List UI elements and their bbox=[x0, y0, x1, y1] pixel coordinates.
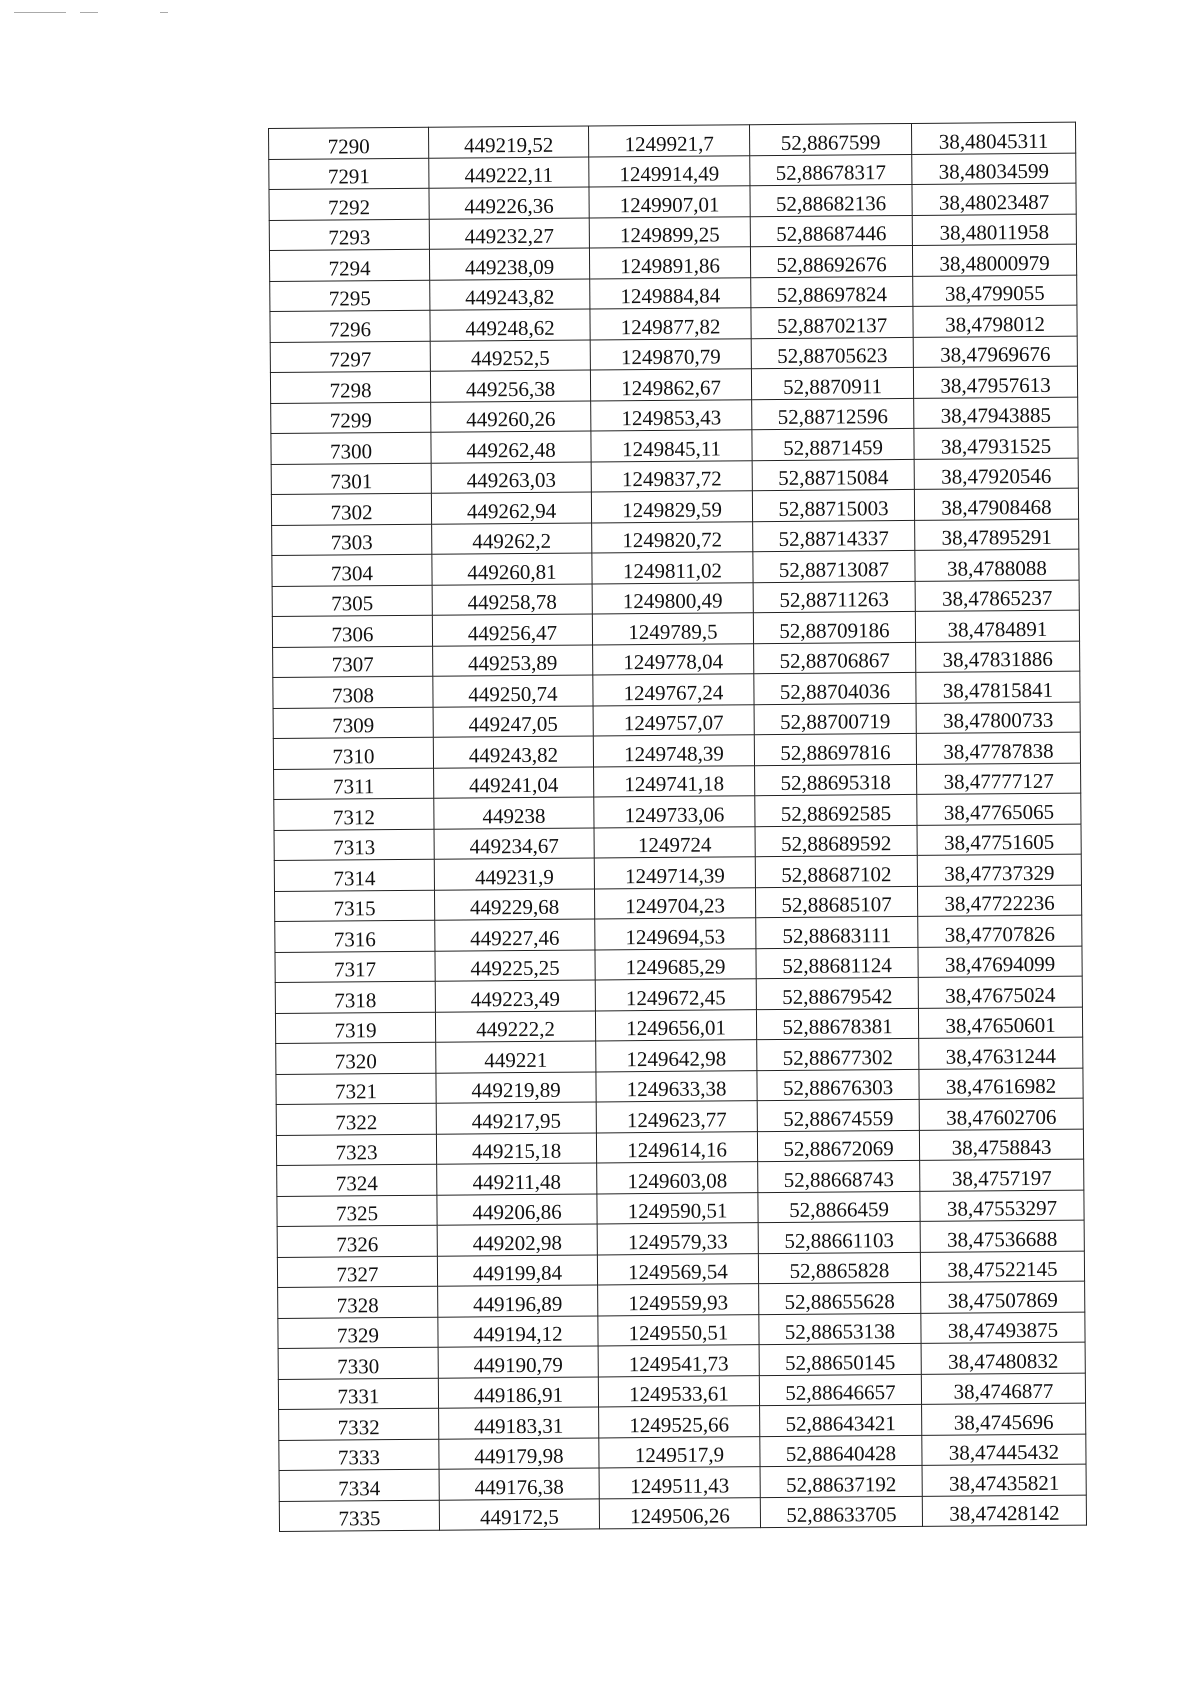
point-number-cell: 7333 bbox=[279, 1439, 439, 1471]
y-coordinate-cell: 1249741,18 bbox=[594, 765, 755, 797]
longitude-cell: 38,47480832 bbox=[921, 1342, 1085, 1374]
point-number-cell: 7290 bbox=[269, 127, 429, 159]
x-coordinate-cell: 449172,5 bbox=[439, 1498, 599, 1530]
point-number-cell: 7291 bbox=[269, 158, 429, 190]
latitude-cell: 52,8871459 bbox=[752, 428, 914, 460]
point-number-cell: 7320 bbox=[276, 1042, 436, 1074]
x-coordinate-cell: 449190,79 bbox=[438, 1346, 598, 1378]
x-coordinate-cell: 449260,26 bbox=[431, 400, 591, 432]
longitude-cell: 38,47943885 bbox=[914, 397, 1078, 429]
y-coordinate-cell: 1249757,07 bbox=[593, 704, 754, 736]
y-coordinate-cell: 1249811,02 bbox=[592, 552, 753, 584]
x-coordinate-cell: 449256,47 bbox=[432, 614, 592, 646]
latitude-cell: 52,88637192 bbox=[760, 1465, 922, 1497]
x-coordinate-cell: 449211,48 bbox=[437, 1163, 597, 1195]
x-coordinate-cell: 449247,05 bbox=[433, 705, 593, 737]
point-number-cell: 7325 bbox=[277, 1195, 437, 1227]
latitude-cell: 52,88697824 bbox=[751, 276, 913, 308]
latitude-cell: 52,88711263 bbox=[753, 581, 915, 613]
y-coordinate-cell: 1249525,66 bbox=[599, 1406, 760, 1438]
y-coordinate-cell: 1249733,06 bbox=[594, 796, 755, 828]
y-coordinate-cell: 1249914,49 bbox=[589, 155, 750, 187]
latitude-cell: 52,88715003 bbox=[752, 489, 914, 521]
y-coordinate-cell: 1249921,7 bbox=[588, 125, 749, 157]
point-number-cell: 7309 bbox=[273, 707, 433, 739]
y-coordinate-cell: 1249845,11 bbox=[591, 430, 752, 462]
longitude-cell: 38,47737329 bbox=[917, 854, 1081, 886]
longitude-cell: 38,47722236 bbox=[917, 885, 1081, 917]
longitude-cell: 38,47751605 bbox=[917, 824, 1081, 856]
table-row bbox=[279, 1495, 1086, 1532]
point-number-cell: 7322 bbox=[276, 1103, 436, 1135]
latitude-cell: 52,88704036 bbox=[754, 672, 916, 704]
x-coordinate-cell: 449226,36 bbox=[429, 187, 589, 219]
longitude-cell: 38,47815841 bbox=[916, 671, 1080, 703]
point-number-cell: 7317 bbox=[275, 951, 435, 983]
longitude-cell: 38,47650601 bbox=[918, 1007, 1082, 1039]
point-number-cell: 7297 bbox=[270, 341, 430, 373]
longitude-cell: 38,47445432 bbox=[922, 1434, 1086, 1466]
longitude-cell: 38,4746877 bbox=[921, 1373, 1085, 1405]
longitude-cell: 38,4745696 bbox=[922, 1403, 1086, 1435]
x-coordinate-cell: 449202,98 bbox=[437, 1224, 597, 1256]
latitude-cell: 52,88640428 bbox=[760, 1435, 922, 1467]
x-coordinate-cell: 449253,89 bbox=[433, 644, 593, 676]
longitude-cell: 38,47707826 bbox=[918, 915, 1082, 947]
longitude-cell: 38,4758843 bbox=[919, 1129, 1083, 1161]
x-coordinate-cell: 449262,2 bbox=[432, 522, 592, 554]
point-number-cell: 7298 bbox=[270, 371, 430, 403]
x-coordinate-cell: 449232,27 bbox=[429, 217, 589, 249]
y-coordinate-cell: 1249541,73 bbox=[598, 1345, 759, 1377]
longitude-cell: 38,47536688 bbox=[920, 1220, 1084, 1252]
y-coordinate-cell: 1249778,04 bbox=[593, 643, 754, 675]
point-number-cell: 7308 bbox=[273, 676, 433, 708]
y-coordinate-cell: 1249853,43 bbox=[591, 399, 752, 431]
x-coordinate-cell: 449263,03 bbox=[431, 461, 591, 493]
y-coordinate-cell: 1249862,67 bbox=[590, 369, 751, 401]
x-coordinate-cell: 449252,5 bbox=[430, 339, 590, 371]
x-coordinate-cell: 449234,67 bbox=[434, 827, 594, 859]
latitude-cell: 52,88661103 bbox=[758, 1221, 920, 1253]
point-number-cell: 7312 bbox=[274, 798, 434, 830]
y-coordinate-cell: 1249633,38 bbox=[596, 1070, 757, 1102]
point-number-cell: 7295 bbox=[270, 280, 430, 312]
point-number-cell: 7321 bbox=[276, 1073, 436, 1105]
x-coordinate-cell: 449225,25 bbox=[435, 949, 595, 981]
x-coordinate-cell: 449260,81 bbox=[432, 553, 592, 585]
y-coordinate-cell: 1249877,82 bbox=[590, 308, 751, 340]
longitude-cell: 38,47694099 bbox=[918, 946, 1082, 978]
y-coordinate-cell: 1249579,33 bbox=[597, 1223, 758, 1255]
latitude-cell: 52,88687102 bbox=[755, 855, 917, 887]
longitude-cell: 38,48011958 bbox=[912, 214, 1076, 246]
longitude-cell: 38,47675024 bbox=[918, 976, 1082, 1008]
longitude-cell: 38,47931525 bbox=[914, 427, 1078, 459]
latitude-cell: 52,88679542 bbox=[756, 977, 918, 1009]
x-coordinate-cell: 449176,38 bbox=[439, 1468, 599, 1500]
latitude-cell: 52,8870911 bbox=[751, 367, 913, 399]
latitude-cell: 52,88715084 bbox=[752, 459, 914, 491]
y-coordinate-cell: 1249569,54 bbox=[597, 1253, 758, 1285]
longitude-cell: 38,47865237 bbox=[915, 580, 1079, 612]
x-coordinate-cell: 449256,38 bbox=[430, 370, 590, 402]
x-coordinate-cell: 449183,31 bbox=[439, 1407, 599, 1439]
longitude-cell: 38,47507869 bbox=[921, 1281, 1085, 1313]
x-coordinate-cell: 449219,89 bbox=[436, 1071, 596, 1103]
y-coordinate-cell: 1249642,98 bbox=[596, 1040, 757, 1072]
point-number-cell: 7306 bbox=[272, 615, 432, 647]
longitude-cell: 38,47957613 bbox=[913, 366, 1077, 398]
x-coordinate-cell: 449248,62 bbox=[430, 309, 590, 341]
latitude-cell: 52,88714337 bbox=[753, 520, 915, 552]
x-coordinate-cell: 449221 bbox=[436, 1041, 596, 1073]
longitude-cell: 38,4798012 bbox=[913, 305, 1077, 337]
y-coordinate-cell: 1249870,79 bbox=[590, 338, 751, 370]
latitude-cell: 52,88695318 bbox=[755, 764, 917, 796]
longitude-cell: 38,48023487 bbox=[912, 183, 1076, 215]
latitude-cell: 52,88702137 bbox=[751, 306, 913, 338]
longitude-cell: 38,47553297 bbox=[920, 1190, 1084, 1222]
longitude-cell: 38,47602706 bbox=[919, 1098, 1083, 1130]
y-coordinate-cell: 1249704,23 bbox=[594, 887, 755, 919]
y-coordinate-cell: 1249767,24 bbox=[593, 674, 754, 706]
scan-speck bbox=[80, 12, 98, 13]
longitude-cell: 38,47920546 bbox=[914, 458, 1078, 490]
latitude-cell: 52,88697816 bbox=[754, 733, 916, 765]
point-number-cell: 7334 bbox=[279, 1469, 439, 1501]
longitude-cell: 38,47800733 bbox=[916, 702, 1080, 734]
y-coordinate-cell: 1249672,45 bbox=[595, 979, 756, 1011]
x-coordinate-cell: 449222,2 bbox=[435, 1010, 595, 1042]
latitude-cell: 52,88705623 bbox=[751, 337, 913, 369]
point-number-cell: 7319 bbox=[275, 1012, 435, 1044]
x-coordinate-cell: 449238 bbox=[434, 797, 594, 829]
latitude-cell: 52,88678317 bbox=[750, 154, 912, 186]
y-coordinate-cell: 1249603,08 bbox=[597, 1162, 758, 1194]
point-number-cell: 7327 bbox=[277, 1256, 437, 1288]
y-coordinate-cell: 1249884,84 bbox=[590, 277, 751, 309]
x-coordinate-cell: 449223,49 bbox=[435, 980, 595, 1012]
latitude-cell: 52,88706867 bbox=[754, 642, 916, 674]
longitude-cell: 38,47428142 bbox=[922, 1495, 1086, 1527]
longitude-cell: 38,47765065 bbox=[917, 793, 1081, 825]
x-coordinate-cell: 449196,89 bbox=[438, 1285, 598, 1317]
point-number-cell: 7293 bbox=[269, 219, 429, 251]
y-coordinate-cell: 1249724 bbox=[594, 826, 755, 858]
point-number-cell: 7301 bbox=[271, 463, 431, 495]
latitude-cell: 52,88653138 bbox=[759, 1313, 921, 1345]
y-coordinate-cell: 1249550,51 bbox=[598, 1314, 759, 1346]
point-number-cell: 7323 bbox=[276, 1134, 436, 1166]
point-number-cell: 7315 bbox=[274, 890, 434, 922]
y-coordinate-cell: 1249829,59 bbox=[591, 491, 752, 523]
longitude-cell: 38,4788088 bbox=[915, 549, 1079, 581]
point-number-cell: 7294 bbox=[269, 249, 429, 281]
x-coordinate-cell: 449241,04 bbox=[434, 766, 594, 798]
x-coordinate-cell: 449258,78 bbox=[432, 583, 592, 615]
latitude-cell: 52,88685107 bbox=[755, 886, 917, 918]
x-coordinate-cell: 449215,18 bbox=[436, 1132, 596, 1164]
latitude-cell: 52,88676303 bbox=[757, 1069, 919, 1101]
point-number-cell: 7328 bbox=[278, 1286, 438, 1318]
latitude-cell: 52,88646657 bbox=[759, 1374, 921, 1406]
latitude-cell: 52,8865828 bbox=[758, 1252, 920, 1284]
latitude-cell: 52,88689592 bbox=[755, 825, 917, 857]
point-number-cell: 7335 bbox=[279, 1500, 439, 1532]
longitude-cell: 38,4799055 bbox=[913, 275, 1077, 307]
x-coordinate-cell: 449243,82 bbox=[433, 736, 593, 768]
point-number-cell: 7310 bbox=[273, 737, 433, 769]
scan-speck bbox=[14, 12, 66, 13]
point-number-cell: 7329 bbox=[278, 1317, 438, 1349]
y-coordinate-cell: 1249623,77 bbox=[596, 1101, 757, 1133]
latitude-cell: 52,88655628 bbox=[759, 1282, 921, 1314]
longitude-cell: 38,47895291 bbox=[915, 519, 1079, 551]
latitude-cell: 52,88700719 bbox=[754, 703, 916, 735]
y-coordinate-cell: 1249820,72 bbox=[592, 521, 753, 553]
y-coordinate-cell: 1249748,39 bbox=[593, 735, 754, 767]
latitude-cell: 52,88678381 bbox=[756, 1008, 918, 1040]
y-coordinate-cell: 1249837,72 bbox=[591, 460, 752, 492]
point-number-cell: 7305 bbox=[272, 585, 432, 617]
y-coordinate-cell: 1249590,51 bbox=[597, 1192, 758, 1224]
point-number-cell: 7300 bbox=[271, 432, 431, 464]
latitude-cell: 52,8867599 bbox=[749, 123, 911, 155]
longitude-cell: 38,47969676 bbox=[913, 336, 1077, 368]
x-coordinate-cell: 449222,11 bbox=[429, 156, 589, 188]
y-coordinate-cell: 1249533,61 bbox=[598, 1375, 759, 1407]
latitude-cell: 52,88682136 bbox=[750, 184, 912, 216]
latitude-cell: 52,8866459 bbox=[758, 1191, 920, 1223]
longitude-cell: 38,47831886 bbox=[916, 641, 1080, 673]
longitude-cell: 38,47631244 bbox=[919, 1037, 1083, 1069]
point-number-cell: 7330 bbox=[278, 1347, 438, 1379]
latitude-cell: 52,88713087 bbox=[753, 550, 915, 582]
point-number-cell: 7307 bbox=[273, 646, 433, 678]
x-coordinate-cell: 449227,46 bbox=[435, 919, 595, 951]
x-coordinate-cell: 449206,86 bbox=[437, 1193, 597, 1225]
longitude-cell: 38,47777127 bbox=[917, 763, 1081, 795]
x-coordinate-cell: 449219,52 bbox=[428, 126, 588, 158]
y-coordinate-cell: 1249714,39 bbox=[594, 857, 755, 889]
latitude-cell: 52,88687446 bbox=[750, 215, 912, 247]
longitude-cell: 38,48034599 bbox=[912, 153, 1076, 185]
y-coordinate-cell: 1249506,26 bbox=[599, 1497, 760, 1529]
point-number-cell: 7302 bbox=[271, 493, 431, 525]
table-body bbox=[269, 122, 1087, 1531]
x-coordinate-cell: 449262,94 bbox=[431, 492, 591, 524]
x-coordinate-cell: 449217,95 bbox=[436, 1102, 596, 1134]
y-coordinate-cell: 1249559,93 bbox=[598, 1284, 759, 1316]
longitude-cell: 38,4784891 bbox=[915, 610, 1079, 642]
y-coordinate-cell: 1249789,5 bbox=[592, 613, 753, 645]
x-coordinate-cell: 449179,98 bbox=[439, 1437, 599, 1469]
x-coordinate-cell: 449186,91 bbox=[438, 1376, 598, 1408]
point-number-cell: 7304 bbox=[272, 554, 432, 586]
point-number-cell: 7332 bbox=[279, 1408, 439, 1440]
longitude-cell: 38,47493875 bbox=[921, 1312, 1085, 1344]
longitude-cell: 38,47908468 bbox=[914, 488, 1078, 520]
point-number-cell: 7316 bbox=[275, 920, 435, 952]
longitude-cell: 38,47787838 bbox=[916, 732, 1080, 764]
latitude-cell: 52,88643421 bbox=[760, 1404, 922, 1436]
x-coordinate-cell: 449238,09 bbox=[429, 248, 589, 280]
latitude-cell: 52,88692585 bbox=[755, 794, 917, 826]
point-number-cell: 7313 bbox=[274, 829, 434, 861]
latitude-cell: 52,88650145 bbox=[759, 1343, 921, 1375]
scan-speck bbox=[160, 12, 168, 13]
latitude-cell: 52,88683111 bbox=[756, 916, 918, 948]
point-number-cell: 7324 bbox=[277, 1164, 437, 1196]
x-coordinate-cell: 449194,12 bbox=[438, 1315, 598, 1347]
latitude-cell: 52,88712596 bbox=[752, 398, 914, 430]
longitude-cell: 38,47435821 bbox=[922, 1464, 1086, 1496]
latitude-cell: 52,88681124 bbox=[756, 947, 918, 979]
x-coordinate-cell: 449250,74 bbox=[433, 675, 593, 707]
latitude-cell: 52,88709186 bbox=[753, 611, 915, 643]
longitude-cell: 38,47522145 bbox=[920, 1251, 1084, 1283]
longitude-cell: 38,48000979 bbox=[912, 244, 1076, 276]
x-coordinate-cell: 449229,68 bbox=[434, 888, 594, 920]
latitude-cell: 52,88674559 bbox=[757, 1099, 919, 1131]
y-coordinate-cell: 1249511,43 bbox=[599, 1467, 760, 1499]
y-coordinate-cell: 1249694,53 bbox=[595, 918, 756, 950]
y-coordinate-cell: 1249685,29 bbox=[595, 948, 756, 980]
longitude-cell: 38,4757197 bbox=[920, 1159, 1084, 1191]
point-number-cell: 7326 bbox=[277, 1225, 437, 1257]
point-number-cell: 7303 bbox=[272, 524, 432, 556]
point-number-cell: 7318 bbox=[275, 981, 435, 1013]
y-coordinate-cell: 1249614,16 bbox=[596, 1131, 757, 1163]
coordinates-table bbox=[268, 122, 1087, 1532]
y-coordinate-cell: 1249891,86 bbox=[589, 247, 750, 279]
point-number-cell: 7299 bbox=[271, 402, 431, 434]
x-coordinate-cell: 449262,48 bbox=[431, 431, 591, 463]
latitude-cell: 52,88668743 bbox=[758, 1160, 920, 1192]
latitude-cell: 52,88692676 bbox=[750, 245, 912, 277]
y-coordinate-cell: 1249899,25 bbox=[589, 216, 750, 248]
point-number-cell: 7296 bbox=[270, 310, 430, 342]
longitude-cell: 38,47616982 bbox=[919, 1068, 1083, 1100]
y-coordinate-cell: 1249800,49 bbox=[592, 582, 753, 614]
longitude-cell: 38,48045311 bbox=[911, 122, 1075, 154]
latitude-cell: 52,88633705 bbox=[760, 1496, 922, 1528]
latitude-cell: 52,88672069 bbox=[757, 1130, 919, 1162]
point-number-cell: 7311 bbox=[274, 768, 434, 800]
latitude-cell: 52,88677302 bbox=[757, 1038, 919, 1070]
x-coordinate-cell: 449231,9 bbox=[434, 858, 594, 890]
y-coordinate-cell: 1249517,9 bbox=[599, 1436, 760, 1468]
x-coordinate-cell: 449199,84 bbox=[437, 1254, 597, 1286]
y-coordinate-cell: 1249656,01 bbox=[595, 1009, 756, 1041]
point-number-cell: 7292 bbox=[269, 188, 429, 220]
point-number-cell: 7314 bbox=[274, 859, 434, 891]
y-coordinate-cell: 1249907,01 bbox=[589, 186, 750, 218]
point-number-cell: 7331 bbox=[278, 1378, 438, 1410]
x-coordinate-cell: 449243,82 bbox=[430, 278, 590, 310]
